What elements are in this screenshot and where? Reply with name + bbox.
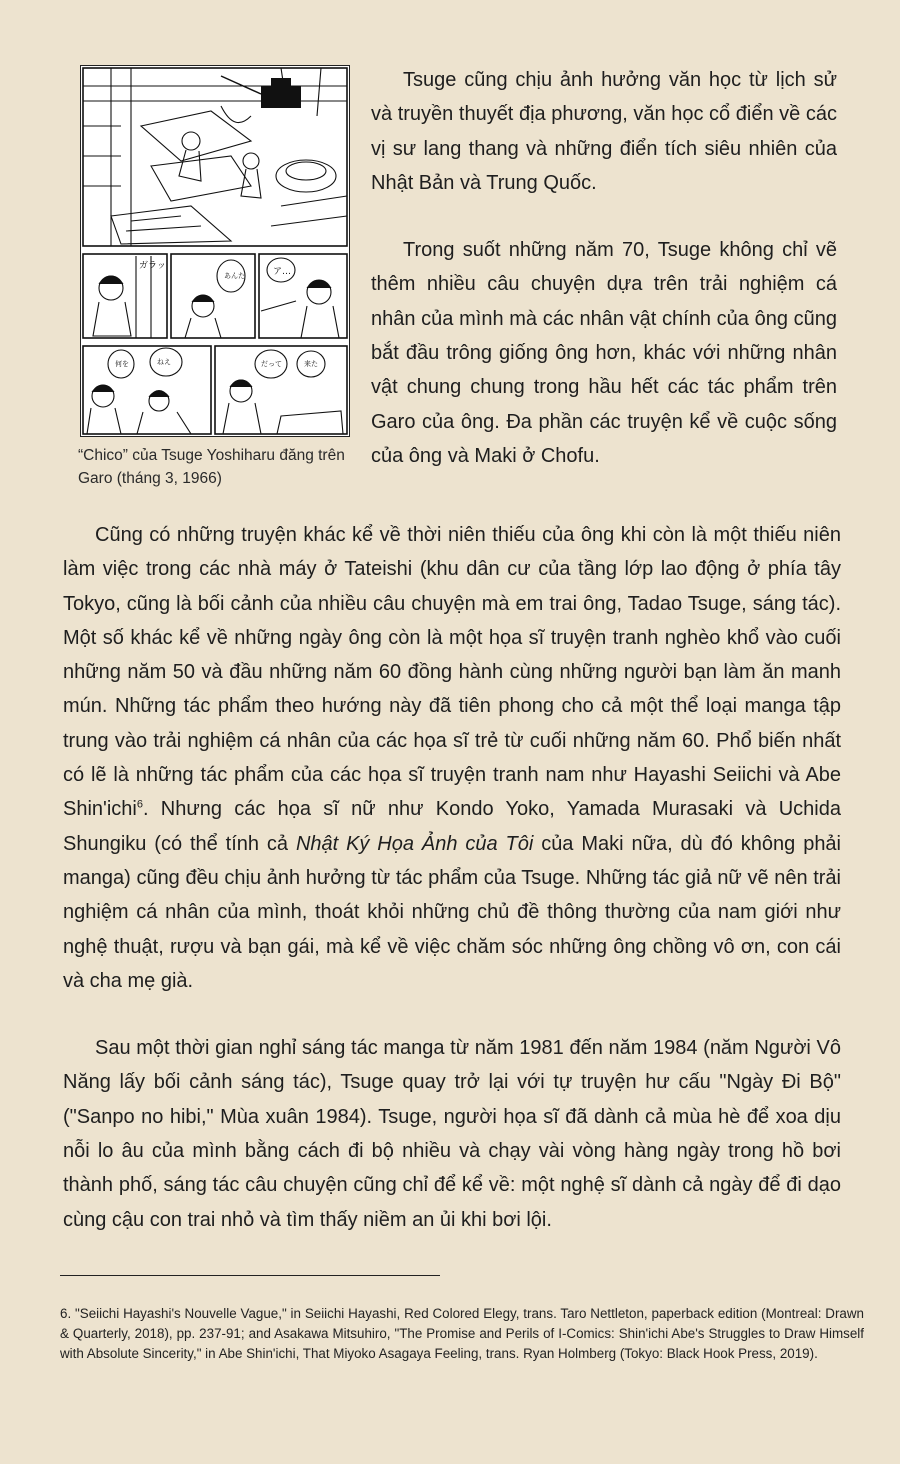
speech-text-4: ねえ (157, 358, 171, 366)
side-column (371, 63, 837, 473)
speech-text-5: だって (261, 360, 282, 368)
speech-text-6: 来た (304, 360, 318, 368)
footnote-6: 6. "Seiichi Hayashi's Nouvelle Vague," in Seiichi Hayashi, Red Colored Elegy, trans. Taro Nettleton, paperback edition (Montreal: Drawn & Quarterly, 2018), pp. 237-91; and Asakawa Mitsuhiro, "The Promise and Perils of I-Comics: Shin'ichi Abe's Struggles to Draw Himself with Absolute Sincerity," in Abe Shin'ichi, That Miyoko Asagaya Feeling, trans. Ryan Holmberg (Tokyo: Black Hook Press, 2019). (60, 1306, 864, 1361)
speech-text-3: 何を (115, 360, 129, 368)
footnote-divider (60, 1275, 440, 1276)
paragraph-influences: Tsuge cũng chịu ảnh hưởng văn học từ lịch sử và truyền thuyết địa phương, văn học cổ điển về các vị sư lang thang và những điển tích siêu nhiên của Nhật Bản và Trung Quốc. (371, 69, 837, 194)
paragraph-sanpo-no-hibi: Sau một thời gian nghỉ sáng tác manga từ năm 1981 đến năm 1984 (năm Người Vô Năng lấy bối cảnh sáng tác), Tsuge quay trở lại với tự truyện hư cấu "Ngày Đi Bộ" ("Sanpo no hibi," Mùa xuân 1984). Tsuge, người họa sĩ đã dành cả mùa hè để xoa dịu nỗi lo âu của mình bằng cách đi bộ nhiều và chạy vài vòng hàng ngày trong hồ bơi thành phố, sáng tác câu chuyện cũng chỉ để kể về: một nghệ sĩ dành cả ngày để đi dạo cùng cậu con trai nhỏ và tìm thấy niềm an ủi khi bơi lội. (63, 1037, 841, 1231)
speech-text-1: あんた (224, 272, 245, 280)
paragraph-other-stories (63, 518, 841, 998)
sfx-text-1: ガラッ (139, 261, 166, 271)
figure-caption: “Chico” của Tsuge Yoshiharu đăng trên Garo (tháng 3, 1966) (78, 447, 345, 487)
speech-text-2: ア… (273, 267, 292, 277)
book-title-italic: Nhật Ký Họa Ảnh của Tôi (295, 832, 534, 855)
paragraph-other-stories-part-c: của Maki nữa, dù đó không phải manga) cũng đều chịu ảnh hưởng từ tác phẩm của Tsuge. Những tác giả nữ vẽ nên trải nghiệm cá nhân của mình, thoát khỏi những chủ đề thông thường của nam giới như nghệ thuật, rượu và bạn gái, mà kể về việc chăm sóc những ông chồng vô ơn, con cái và cha mẹ già. (63, 832, 842, 992)
manga-panels-illustration (81, 66, 349, 436)
manga-figure (80, 65, 350, 437)
footnote-ref-6[interactable]: 6 (136, 798, 143, 811)
paragraph-seventies: Trong suốt những năm 70, Tsuge không chỉ vẽ thêm nhiều câu chuyện dựa trên trải nghiệm cá nhân của mình mà các nhân vật chính của ông cũng bắt đầu trông giống ông hơn, khác với những nhân vật chung chung trong hầu hết các tác phẩm trên Garo của ông. Đa phần các truyện kể về cuộc sống của ông và Maki ở Chofu. (371, 239, 837, 467)
paragraph-other-stories-part-b: . Nhưng các họa sĩ nữ như Kondo Yoko, Yamada Murasaki và Uchida Shungiku (có thể tính cả (63, 798, 841, 855)
panel-room-overview (83, 68, 347, 246)
paragraph-other-stories-part-a: Cũng có những truyện khác kể về thời niên thiếu của ông khi còn là một thiếu niên làm việc trong các nhà máy ở Tateishi (khu dân cư của tầng lớp lao động ở phía tây Tokyo, cũng là bối cảnh của nhiều câu chuyện mà em trai ông, Tadao Tsuge, sáng tác). Một số khác kể về những ngày ông còn là một họa sĩ truyện tranh nghèo khổ vào cuối những năm 50 và đầu những năm 60 đồng hành cùng những người bạn làm ăn manh mún. Những tác phẩm theo hướng này đã tiên phong cho cả một thể loại manga tập trung vào trải nghiệm cá nhân của các họa sĩ trẻ từ cuối những năm 60. Phổ biến nhất có lẽ là những tác phẩm của các họa sĩ truyện tranh nam như Hayashi Seiichi và Abe Shin'ichi (63, 524, 841, 821)
main-column (63, 518, 841, 1237)
